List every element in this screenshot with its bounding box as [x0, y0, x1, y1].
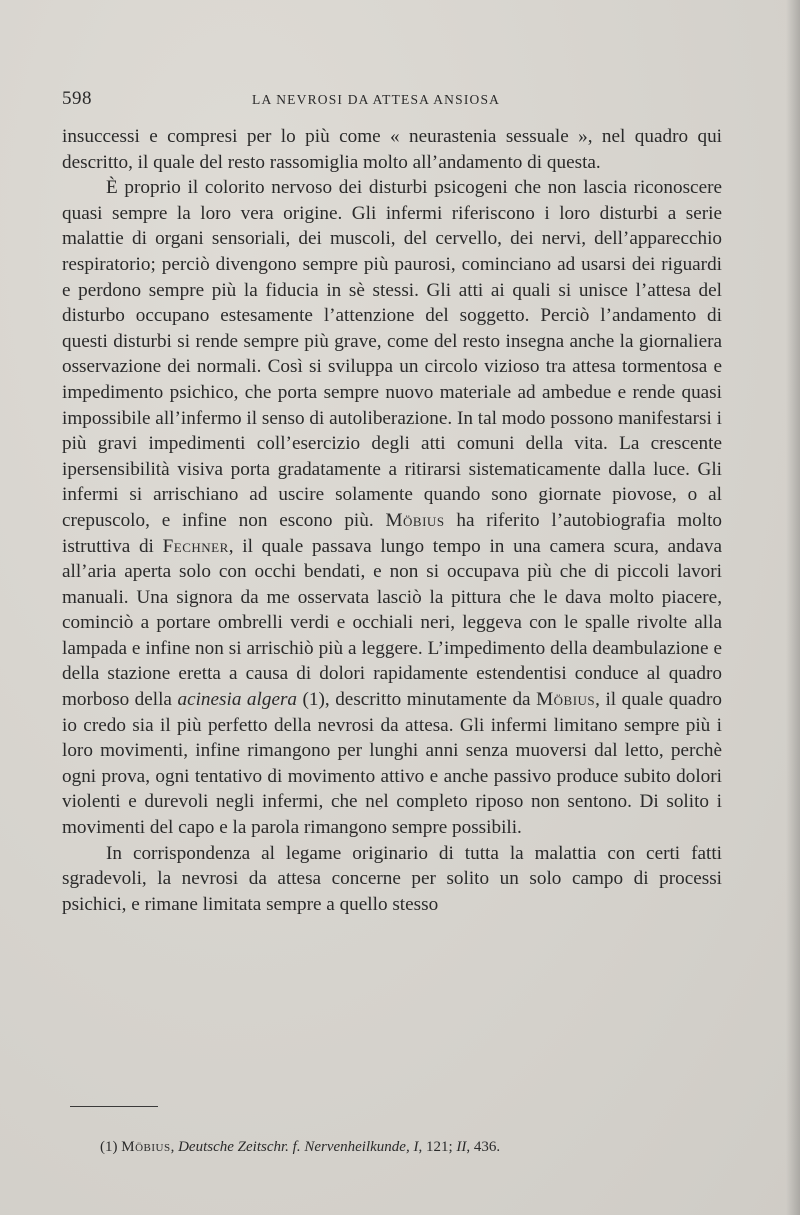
running-head: LA NEVROSI DA ATTESA ANSIOSA — [252, 92, 501, 107]
paragraph-2-part-1: È proprio il colorito nervoso dei disturbi psicogeni che non lascia riconoscere quasi sempre la loro vera origine. Gli infermi riferiscono i loro disturbi a serie malattie di organi sensoriali, dei muscoli, del cervello, dei nervi, dell’apparecchio respiratorio; perciò divengono sempre più paurosi, cominciano ad usarsi dei riguardi e perdono sempre più la fiducia in sè stessi. Gli atti ai quali si unisce l’attesa del disturbo occupano estesamente l’attenzione del soggetto. Perciò l’andamento di questi disturbi si rende sempre più grave, come del resto insegna anche la giornaliera osservazione dei normali. Così si sviluppa un circolo vizioso tra attesa tormentosa e impedimento psichico, che porta sempre nuovo materiale ad ambedue e rende quasi impossibile all’infermo il senso di autoliberazione. In tal modo possono manifestarsi i più gravi impedimenti coll’esercizio degli atti comuni della vita. La crescente ipersensibilità visiva porta gradatamente a ritirarsi sistematicamente dalla luce. Gli infermi si arrischiano ad uscire solamente quando sono giornate piovose, o al crepuscolo, e infine non escono più. — [62, 177, 722, 531]
footnote — [100, 1137, 700, 1157]
footnote-volume-2: II — [456, 1139, 467, 1155]
author-name-mobius-2: Möbius — [536, 689, 596, 711]
footnote-marker: (1) — [100, 1139, 122, 1155]
paragraph-2-part-2: ha riferito l’autobiografia molto istruttiva di — [62, 509, 723, 557]
body-text — [62, 124, 722, 917]
author-name-mobius: Möbius — [385, 509, 445, 531]
term-acinesia-algera: acinesia algera — [177, 689, 298, 711]
page-number: 598 — [62, 88, 92, 109]
footnote-pages-1: , 121; — [418, 1139, 457, 1155]
paragraph-3: In corrispondenza al legame originario di tutta la malattia con certi fatti sgradevoli, la nevrosi da attesa concerne per solito un solo campo di processi psichici, e rimane limitata sempre a quello stesso — [62, 842, 722, 915]
footnote-pages-2: , 436. — [466, 1139, 501, 1155]
author-name-fechner: Fechner — [162, 535, 229, 557]
footnote-author: Möbius — [121, 1139, 171, 1155]
paragraph-2-part-4: (1), descritto minutamente da — [297, 689, 537, 711]
paragraph-1: insuccessi e compresi per lo più come « neurastenia sessuale », nel quadro qui descritto, il quale del resto rassomiglia molto all’andamento di questa. — [62, 126, 722, 173]
footnote-comma: , — [170, 1139, 179, 1155]
page-header — [62, 88, 722, 112]
paragraph-2 — [62, 175, 722, 840]
page-edge-shadow — [786, 0, 800, 1215]
paragraph-2-part-3: , il quale passava lungo tempo in una camera scura, andava all’aria aperta solo con occhi bendati, e non si occupava più che di piccoli lavori manuali. Una signora da me osservata lasciò la pittura che le dava molto piacere, cominciò a portare ombrelli verdi e occhiali neri, leggeva con le spalle rivolte alla lampada e infine non si arrischiò più a leggere. L’impedimento della deambulazione e della stazione eretta a causa di dolori rapidamente estendentisi conduce al quadro morboso della — [62, 535, 722, 711]
footnote-volume-1: , I — [405, 1139, 419, 1155]
footnote-journal: Deutsche Zeitschr. f. Nervenheilkunde — [178, 1139, 406, 1155]
footnote-divider — [70, 1106, 158, 1107]
paragraph-2-part-5: , il quale quadro io credo sia il più perfetto della nevrosi da attesa. Gli infermi limitano sempre più i loro movimenti, infine rimangono per lunghi anni senza muoversi dal letto, perchè ogni prova, ogni tentativo di movimento attivo e anche passivo produce subito dolori violenti e durevoli negli infermi, che nel completo riposo non sentono. Di solito i movimenti del capo e la parola rimangono sempre possibili. — [62, 689, 722, 839]
